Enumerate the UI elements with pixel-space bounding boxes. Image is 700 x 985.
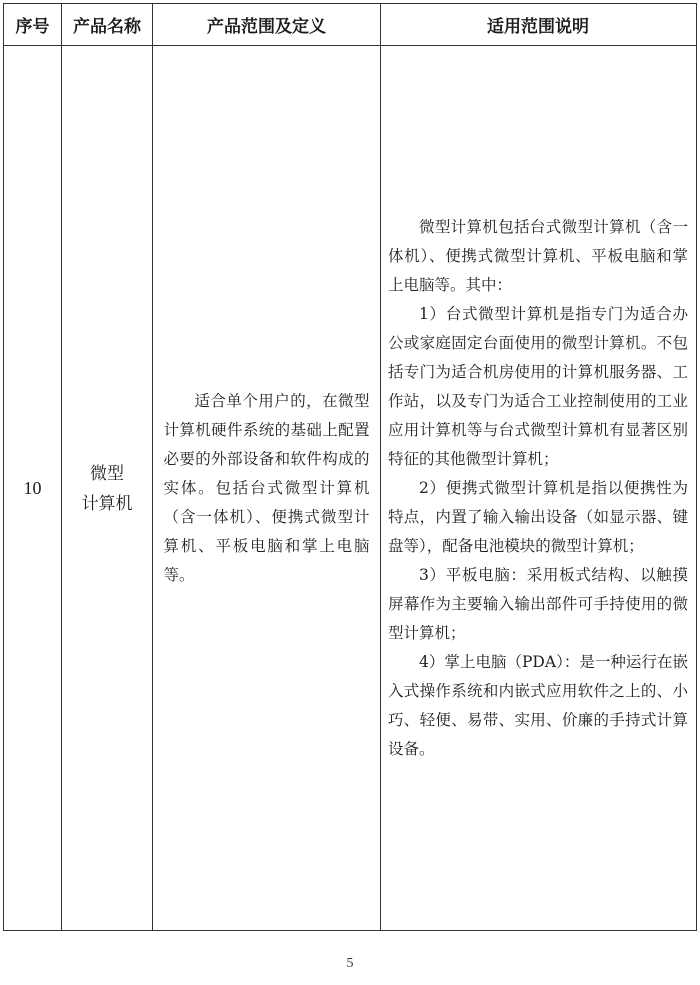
header-divider <box>4 45 696 46</box>
header-definition: 产品范围及定义 <box>207 17 326 37</box>
scope-paragraph: 3）平板电脑：采用板式结构、以触摸屏幕作为主要输入输出部件可手持使用的微型计算机； <box>388 566 688 642</box>
header-index: 序号 <box>15 17 50 37</box>
table-row-cell-product-name <box>62 47 152 930</box>
page-number: 5 <box>346 956 354 971</box>
scope-paragraph: 2）便携式微型计算机是指以便携性为特点，内置了输入输出设备（如显示器、键盘等），配备电池模块的微型计算机； <box>388 479 688 555</box>
product-table <box>3 3 697 931</box>
scope-text-block <box>388 213 688 764</box>
table-row-cell-definition <box>153 47 380 930</box>
product-name-line: 微型 <box>90 463 124 484</box>
definition-text-block <box>164 387 370 590</box>
header-scope: 适用范围说明 <box>487 17 589 37</box>
scope-paragraph: 微型计算机包括台式微型计算机（含一体机）、便携式微型计算机、平板电脑和掌上电脑等。其中： <box>388 218 688 294</box>
definition-paragraph: 适合单个用户的，在微型计算机硬件系统的基础上配置必要的外部设备和软件构成的实体。包括台式微型计算机（含一体机）、便携式微型计算机、平板电脑和掌上电脑等。 <box>163 392 370 584</box>
scope-paragraph: 1）台式微型计算机是指专门为适合办公或家庭固定台面使用的微型计算机。不包括专门为适合机房使用的计算机服务器、工作站，以及专门为适合工业控制使用的工业应用计算机等与台式微型计算机有显著区别特征的其他微型计算机； <box>388 305 688 468</box>
table-row-cell-scope <box>381 47 695 930</box>
header-product-name: 产品名称 <box>73 17 141 37</box>
row-index: 10 <box>23 478 42 498</box>
product-name-line: 计算机 <box>81 493 133 514</box>
table-row-cell-index <box>4 47 61 930</box>
scope-paragraph: 4）掌上电脑（PDA）：是一种运行在嵌入式操作系统和内嵌式应用软件之上的、小巧、轻便、易带、实用、价廉的手持式计算设备。 <box>388 653 688 758</box>
product-name <box>82 459 133 519</box>
